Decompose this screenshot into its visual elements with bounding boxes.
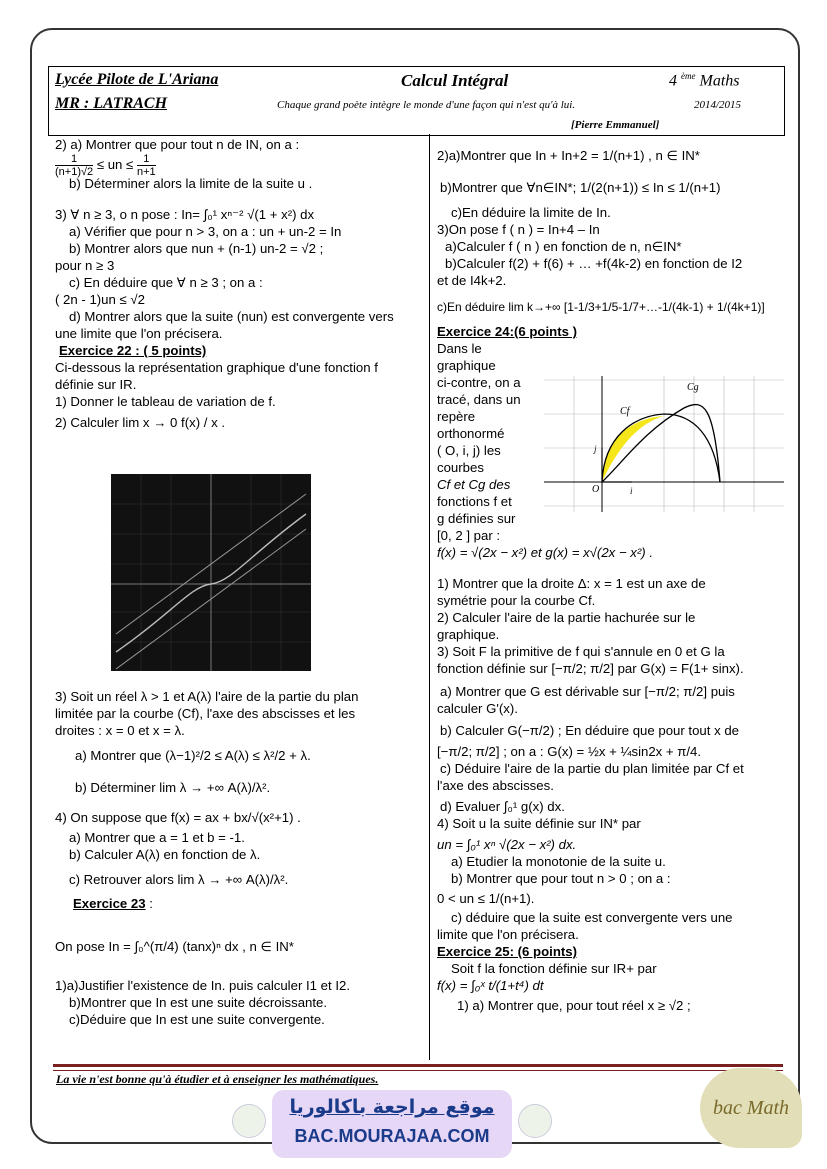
text-line: orthonormé — [437, 426, 505, 441]
text-line: On pose In = ∫₀^(π/4) (tanx)ⁿ dx , n ∈ IN* — [55, 939, 294, 954]
text-line: b)Calculer f(2) + f(6) + … +f(4k-2) en fonction de I2 — [445, 256, 743, 271]
exercise-23-title: Exercice 23 : — [73, 896, 153, 911]
left-column-lower — [55, 688, 425, 1028]
teacher-name: MR : LATRACH — [55, 95, 168, 112]
text-line: 2) a) Montrer que pour tout n de IN, on a : — [55, 137, 300, 152]
text-line: Soit f la fonction définie sur IR+ par — [451, 961, 657, 976]
left-column — [55, 136, 425, 431]
text-line: ( 2n - 1)un ≤ √2 — [55, 292, 145, 307]
label-j: j — [594, 444, 597, 454]
school-year: 2014/2015 — [694, 99, 742, 111]
text-line: 1)a)Justifier l'existence de In. puis calculer I1 et I2. — [55, 978, 350, 993]
fraction: $\frac{1}{n+1}$ — [136, 153, 156, 178]
exercise-25-title: Exercice 25: (6 points) — [437, 944, 577, 959]
text-line: 1) Donner le tableau de variation de f. — [55, 394, 276, 409]
quote-author: [Pierre Emmanuel] — [571, 119, 660, 131]
text-line: fonctions f et — [437, 494, 512, 509]
text-line: [−π/2; π/2] ; on a : G(x) = ½x + ¼sin2x + π/4. — [437, 744, 702, 759]
bac-math-logo: bac Math — [700, 1068, 802, 1148]
site-logo-icon — [518, 1104, 552, 1138]
level-label: 4 $^{ème}$ Maths — [669, 71, 740, 90]
text-line: calculer G'(x). — [437, 701, 518, 716]
text-line: b) Déterminer lim λ → +∞ A(λ)/λ². — [75, 780, 271, 795]
text-line: fonction définie sur [−π/2; π/2] par G(x) = F(1+ sinx). — [437, 661, 744, 676]
banner-url[interactable]: BAC.MOURAJAA.COM — [294, 1126, 490, 1146]
text-line: graphique — [437, 358, 496, 373]
footer-rule-thin — [53, 1070, 783, 1071]
footer-quote: La vie n'est bonne qu'à étudier et à enseigner les mathématiques. — [56, 1072, 379, 1086]
text-line: une limite que l'on précisera. — [55, 326, 223, 341]
text-line: a) Vérifier que pour n > 3, on a : un + un-2 = In — [69, 224, 342, 239]
text-line: 3) Soit un réel λ > 1 et A(λ) l'aire de la partie du plan — [55, 689, 359, 704]
text-line: f(x) = √(2x − x²) et g(x) = x√(2x − x²) . — [437, 545, 653, 560]
text-line: pour n ≥ 3 — [55, 258, 115, 273]
site-banner[interactable] — [272, 1090, 512, 1158]
text-line: repère — [437, 409, 476, 424]
text-line: c)En déduire la limite de In. — [451, 205, 611, 220]
header-quote: Chaque grand poète intègre le monde d'une façon qui n'est qu'à lui. — [277, 99, 576, 111]
function-graph-cf-cg — [544, 376, 784, 512]
text-line: a) Etudier la monotonie de la suite u. — [451, 854, 666, 869]
text-line: 1) Montrer que la droite Δ: x = 1 est un axe de — [437, 576, 706, 591]
text-line: graphique. — [437, 627, 500, 642]
text-line: a) Montrer que G est dérivable sur [−π/2; π/2] puis — [440, 684, 735, 699]
label-cg: Cg — [687, 382, 699, 393]
text-line: b) Calculer G(−π/2) ; En déduire que pour tout x de — [440, 723, 740, 738]
banner-arabic-title: موقع مراجعة باكالوريا — [289, 1096, 495, 1118]
text-line: ( O, i, j) les — [437, 443, 501, 458]
text-line: c) déduire que la suite est convergente vers une — [451, 910, 733, 925]
text-line: c)En déduire lim k→+∞ [1-1/3+1/5-1/7+…-1/(4k-1) + 1/(4k+1)] — [437, 300, 765, 314]
exercise-24-title: Exercice 24:(6 points ) — [437, 324, 577, 339]
right-column — [437, 146, 782, 1014]
text-line: g définies sur — [437, 511, 516, 526]
column-divider — [429, 134, 430, 1060]
text-line: d) Evaluer ∫₀¹ g(x) dx. — [440, 799, 565, 814]
text-line: c) En déduire que ∀ n ≥ 3 ; on a : — [69, 275, 263, 290]
text-line: 2) Calculer l'aire de la partie hachurée sur le — [437, 610, 696, 625]
header-box — [48, 66, 785, 136]
text-line: courbes — [437, 460, 484, 475]
text-line: Dans le — [437, 341, 482, 356]
text-line: a)Calculer f ( n ) en fonction de n, n∈IN* — [445, 239, 682, 254]
school-name: Lycée Pilote de L'Ariana — [55, 71, 219, 88]
inequality-line: $\frac{1}{(n+1)√2}$ ≤ un ≤ $\frac{1}{n+1}$ — [55, 153, 156, 178]
text-line: 3) Soit F la primitive de f qui s'annule en 0 et G la — [437, 644, 725, 659]
subject-title: Calcul Intégral — [401, 71, 509, 90]
text-line: 2)a)Montrer que In + In+2 = 1/(n+1) , n ∈ IN* — [437, 148, 700, 163]
text-line: Ci-dessous la représentation graphique d'une fonction f — [55, 360, 378, 375]
text-line: 4) Soit u la suite définie sur IN* par — [437, 816, 641, 831]
text-line: ci-contre, on a — [437, 375, 521, 390]
text-line: 4) On suppose que f(x) = ax + bx/√(x²+1) . — [55, 810, 301, 825]
text-line: b) Montrer que pour tout n > 0 ; on a : — [451, 871, 671, 886]
text-line: d) Montrer alors que la suite (nun) est convergente vers — [69, 309, 394, 324]
text-line: 0 < un ≤ 1/(n+1). — [437, 891, 535, 906]
text-line: c) Déduire l'aire de la partie du plan limitée par Cf et — [440, 761, 744, 776]
text-line: Cf et Cg des — [437, 477, 511, 492]
text-line: 3) ∀ n ≥ 3, o n pose : In= ∫₀¹ xⁿ⁻² √(1 + x²) dx — [55, 207, 315, 222]
text-line: définie sur IR. — [55, 377, 137, 392]
text-line: b) Montrer alors que nun + (n-1) un-2 = √2 ; — [69, 241, 324, 256]
text-line: droites : x = 0 et x = λ. — [55, 723, 185, 738]
fraction: $\frac{1}{(n+1)√2}$ — [55, 153, 94, 178]
text-line: 1) a) Montrer que, pour tout réel x ≥ √2 ; — [457, 998, 691, 1013]
text-line: b)Montrer que ∀n∈IN*; 1/(2(n+1)) ≤ In ≤ 1/(n+1) — [440, 180, 721, 195]
text-line: l'axe des abscisses. — [437, 778, 554, 793]
label-cf: Cf — [620, 406, 630, 417]
text-line: f(x) = ∫₀ˣ t/(1+t⁴) dt — [437, 978, 544, 993]
site-logo-icon — [232, 1104, 266, 1138]
text-line: symétrie pour la courbe Cf. — [437, 593, 596, 608]
text-line: c)Déduire que In est une suite convergente. — [69, 1012, 325, 1027]
function-graph-dark — [111, 474, 311, 671]
text-line: c) Retrouver alors lim λ → +∞ A(λ)/λ². — [69, 872, 289, 887]
text-line: limitée par la courbe (Cf), l'axe des abscisses et les — [55, 706, 356, 721]
text-line: b)Montrer que In est une suite décroissante. — [69, 995, 328, 1010]
text-line: a) Montrer que a = 1 et b = -1. — [69, 830, 245, 845]
text-line: et de I4k+2. — [437, 273, 507, 288]
text-line: 2) Calculer lim x → 0 f(x) / x . — [55, 415, 225, 430]
text-line: 3)On pose f ( n ) = In+4 – In — [437, 222, 600, 237]
graph-2-svg — [544, 376, 784, 512]
text-line: a) Montrer que (λ−1)²/2 ≤ A(λ) ≤ λ²/2 + λ. — [75, 748, 311, 763]
text-line: b) Déterminer alors la limite de la suite u . — [69, 176, 313, 191]
text-line: [0, 2 ] par : — [437, 528, 501, 543]
label-i: i — [630, 486, 633, 496]
text-line: tracé, dans un — [437, 392, 521, 407]
graph-1-svg — [111, 474, 311, 671]
text-line: limite que l'on précisera. — [437, 927, 579, 942]
footer-rule — [53, 1064, 783, 1067]
label-origin: O — [592, 484, 600, 495]
text-line: b) Calculer A(λ) en fonction de λ. — [69, 847, 261, 862]
exercise-22-title: Exercice 22 : ( 5 points) — [59, 343, 207, 358]
text-line: un = ∫₀¹ xⁿ √(2x − x²) dx. — [437, 837, 577, 852]
